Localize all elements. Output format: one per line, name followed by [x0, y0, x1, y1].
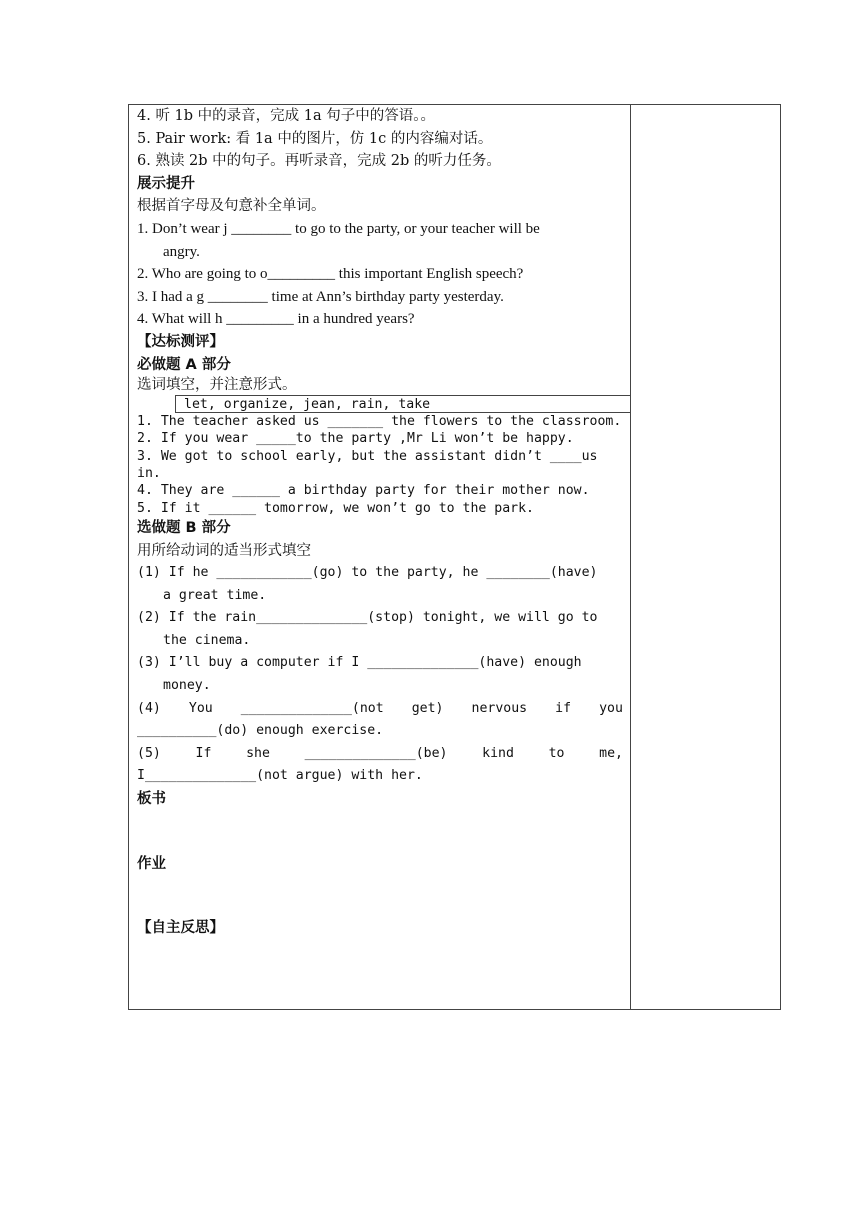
part-b-q1: (1) If he ____________(go) to the party, he ________(have) [137, 565, 598, 581]
part-a-q2: 2. If you wear _____to the party ,Mr Li won’t be happy. [137, 431, 574, 447]
q5-word: me, [599, 745, 623, 761]
word-bank: let, organize, jean, rain, take [175, 395, 631, 413]
part-a-q4: 4. They are ______ a birthday party for their mother now. [137, 483, 590, 499]
lesson-table [128, 104, 781, 1010]
q4-word: You [188, 700, 213, 716]
q4-word: if [555, 700, 572, 716]
part-b-q1-cont: a great time. [163, 587, 267, 603]
part-b-q4-cont: __________(do) enough exercise. [137, 723, 384, 739]
q5-word: If [195, 745, 212, 761]
part-a-q3-cont: in. [137, 466, 161, 482]
q5-word: to [548, 745, 565, 761]
q5-word: (5) [137, 745, 161, 761]
part-a-instruction: 选词填空，并注意形式。 [137, 377, 297, 394]
part-b-q2: (2) If the rain______________(stop) tonight, we will go to [137, 610, 598, 626]
homework-space [137, 875, 623, 917]
homework-heading: 作业 [137, 855, 166, 872]
part-a-q1: 1. The teacher asked us _______ the flowers to the classroom. [137, 414, 622, 430]
test-heading: 【达标测评】 [137, 333, 224, 350]
show-q1: 1. Don’t wear j ________ to go to the party, or your teacher will be [137, 220, 540, 237]
part-b-heading: 选做题 B 部分 [137, 519, 231, 536]
show-q3: 3. I had a g ________ time at Ann’s birthday party yesterday. [137, 288, 504, 305]
column-divider [630, 105, 631, 1009]
part-b-q5-cont: I______________(not argue) with her. [137, 768, 423, 784]
part-a-q5: 5. If it ______ tomorrow, we won’t go to the park. [137, 500, 534, 516]
show-heading: 展示提升 [137, 175, 195, 192]
show-instruction: 根据首字母及句意补全单词。 [137, 198, 326, 215]
q4-word: (4) [137, 700, 161, 716]
step-6: 6. 熟读 2b 中的句子。再听录音，完成 2b 的听力任务。 [137, 153, 501, 170]
q4-word: nervous [471, 700, 528, 716]
part-b-q2-cont: the cinema. [163, 632, 251, 648]
part-b-q4 [137, 698, 623, 721]
q4-word: get) [411, 700, 444, 716]
q4-word: you [599, 700, 623, 716]
part-b-q5 [137, 743, 623, 766]
show-q1-cont: angry. [163, 243, 200, 260]
part-a-q3: 3. We got to school early, but the assistant didn’t ____us [137, 448, 598, 464]
board-heading: 板书 [137, 791, 166, 808]
step-5: 5. Pair work: 看 1a 中的图片，仿 1c 的内容编对话。 [137, 130, 493, 147]
q5-word: ______________(be) [304, 745, 448, 761]
reflection-heading: 【自主反思】 [137, 920, 224, 937]
part-a-heading: 必做题 A 部分 [137, 356, 231, 373]
show-q4: 4. What will h _________ in a hundred years? [137, 311, 415, 328]
q5-word: kind [482, 745, 514, 761]
part-b-q3-cont: money. [163, 678, 211, 694]
q4-word: ______________(not [240, 700, 384, 716]
part-b-q3: (3) I’ll buy a computer if I ______________(have) enough [137, 655, 582, 671]
step-4: 4. 听 1b 中的录音，完成 1a 句子中的答语。。 [137, 108, 436, 124]
part-b-instruction: 用所给动词的适当形式填空 [137, 542, 311, 559]
show-q2: 2. Who are going to o_________ this important English speech? [137, 266, 524, 283]
q5-word: she [246, 745, 270, 761]
board-space [137, 811, 623, 853]
main-cell [137, 105, 623, 940]
